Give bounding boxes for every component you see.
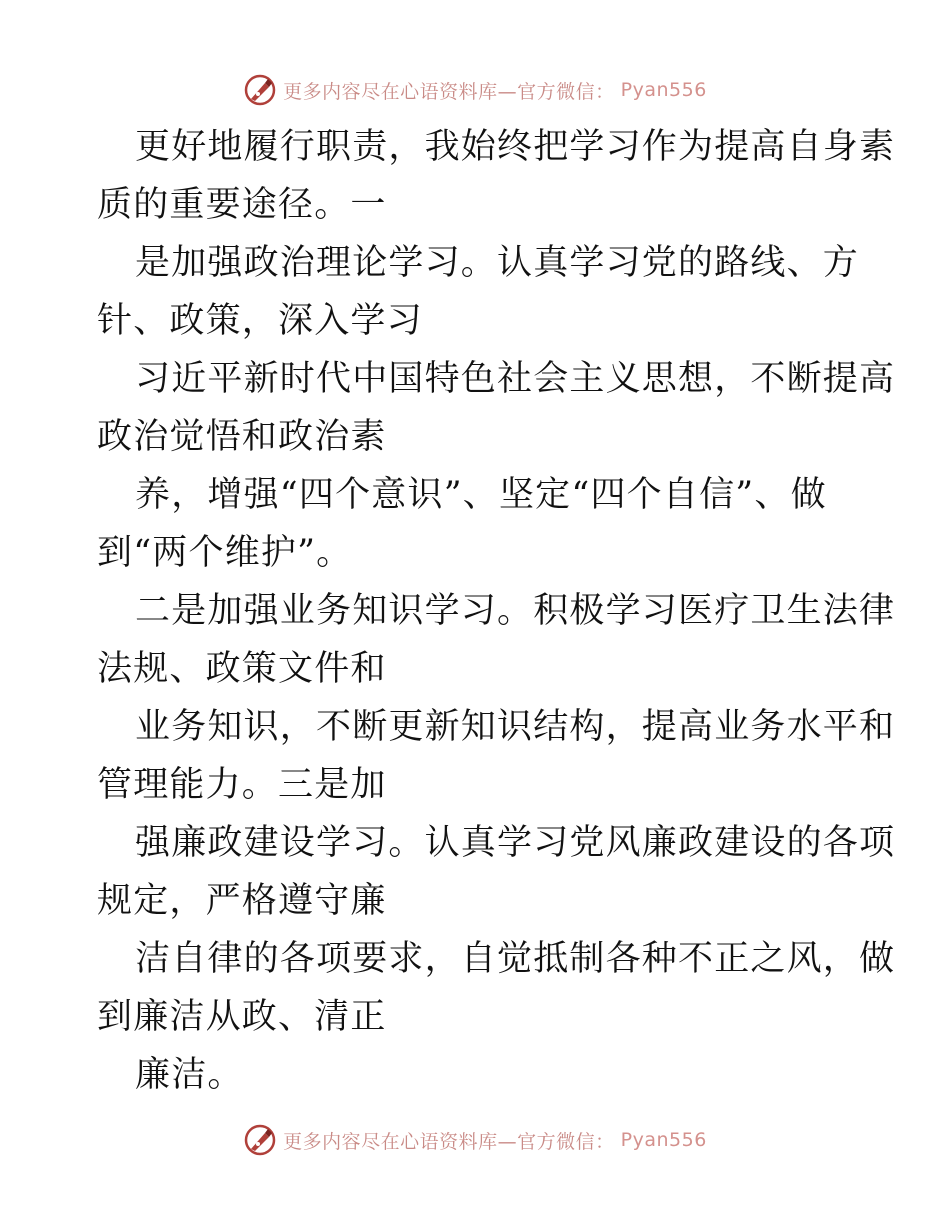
footer-watermark-banner	[0, 1120, 950, 1160]
body-line: 管理能力。三是加	[97, 765, 387, 805]
footer-watermark-text: 更多内容尽在心语资料库—官方微信：	[283, 1130, 615, 1153]
header-watermark-text: 更多内容尽在心语资料库—官方微信：	[283, 80, 615, 103]
body-line: 二是加强业务知识学习。积极学习医疗卫生法律	[135, 591, 896, 631]
body-line: 廉洁。	[135, 1055, 244, 1095]
body-line: 法规、政策文件和	[97, 649, 387, 689]
body-line: 习近平新时代中国特色社会主义思想，不断提高	[135, 359, 896, 399]
pen-nib-logo-icon	[243, 1123, 277, 1157]
body-line: 强廉政建设学习。认真学习党风廉政建设的各项	[135, 823, 896, 863]
pen-nib-logo-icon	[243, 73, 277, 107]
footer-watermark-id: Pyan556	[620, 1129, 707, 1151]
body-line: 质的重要途径。一	[97, 185, 387, 225]
body-line: 业务知识，不断更新知识结构，提高业务水平和	[135, 707, 896, 747]
document-body	[97, 118, 896, 1104]
body-line: 养，增强“四个意识”、坚定“四个自信”、做	[135, 475, 827, 515]
body-line: 政治觉悟和政治素	[97, 417, 387, 457]
body-line: 是加强政治理论学习。认真学习党的路线、方	[135, 243, 860, 283]
header-watermark-id: Pyan556	[620, 79, 707, 101]
body-line: 规定，严格遵守廉	[97, 881, 387, 921]
body-line: 针、政策，深入学习	[97, 301, 423, 341]
body-line: 洁自律的各项要求，自觉抵制各种不正之风，做	[135, 939, 896, 979]
body-line: 到廉洁从政、清正	[97, 997, 387, 1037]
body-line: 更好地履行职责，我始终把学习作为提高自身素	[135, 127, 896, 167]
header-watermark-banner	[0, 70, 950, 110]
body-line: 到“两个维护”。	[97, 533, 353, 573]
